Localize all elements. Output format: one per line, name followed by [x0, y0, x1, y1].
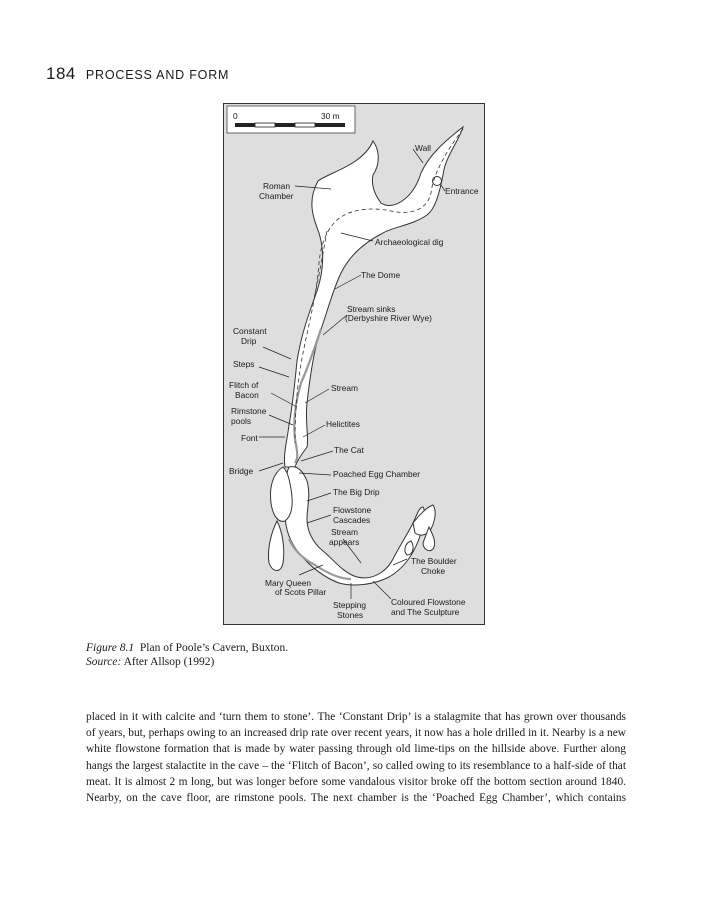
label-mary-2: of Scots Pillar: [275, 587, 327, 597]
label-coloured-2: and The Sculpture: [391, 607, 460, 617]
caption-source-label: Source:: [86, 656, 122, 668]
label-flowstone-1: Flowstone: [333, 505, 372, 515]
label-roman-chamber-2: Chamber: [259, 191, 294, 201]
label-stream-sinks-2: (Derbyshire River Wye): [345, 313, 432, 323]
label-archaeological-dig: Archaeological dig: [375, 237, 444, 247]
label-stream-appears-1: Stream: [331, 527, 358, 537]
label-poached-egg: Poached Egg Chamber: [333, 469, 421, 479]
label-stream-appears-2: appears: [329, 537, 360, 547]
label-flitch-1: Flitch of: [229, 380, 259, 390]
label-wall: Wall: [415, 143, 431, 153]
body-line: white flowstone formation that is made by water passing through old lime-tips on the hillside above. Further along: [86, 743, 626, 756]
label-coloured-1: Coloured Flowstone: [391, 597, 466, 607]
label-rimstone-2: pools: [231, 416, 252, 426]
body-line: of years, but, perhaps owing to an increased drip rate over recent years, it now has a hole drilled in it. Nearby is a new: [86, 727, 626, 740]
page-number: 184: [46, 64, 76, 83]
label-constant-drip-2: Drip: [241, 336, 257, 346]
label-the-cat: The Cat: [334, 445, 364, 455]
scale-bar: [227, 106, 355, 133]
label-mary-1: Mary Queen: [265, 578, 312, 588]
label-constant-drip-1: Constant: [233, 326, 267, 336]
caption-source-line: [86, 655, 288, 669]
body-line: meat. It is almost 2 m long, but was longer before some vandalous visitor broke off the bottom section around 1840.: [86, 775, 626, 788]
label-flowstone-2: Cascades: [333, 515, 371, 525]
figure-caption: [86, 641, 288, 669]
body-line: hangs the largest stalactite in the cave – the ‘Flitch of Bacon’, so called owing to its resemblance to a half-side of that: [86, 759, 626, 772]
chapter-title: PROCESS AND FORM: [85, 68, 230, 82]
body-paragraph: [86, 709, 626, 806]
body-line: Nearby, on the cave floor, are rimstone pools. The next chamber is the ‘Poached Egg Chamber’, which contains: [86, 792, 626, 805]
label-stream-sinks-1: Stream sinks: [347, 304, 396, 314]
label-rimstone-1: Rimstone: [231, 406, 267, 416]
label-boulder-2: Choke: [421, 566, 446, 576]
label-helictites: Helictites: [326, 419, 360, 429]
label-entrance: Entrance: [445, 186, 479, 196]
cave-plan-figure: [223, 103, 485, 625]
cave-plan-map: [223, 103, 485, 625]
scale-end: 30 m: [321, 111, 340, 121]
label-stepping-1: Stepping: [333, 600, 367, 610]
scale-start: 0: [233, 111, 238, 121]
caption-line: [86, 641, 288, 655]
label-font: Font: [241, 433, 258, 443]
label-the-dome: The Dome: [361, 270, 401, 280]
caption-figure-text: Plan of Poole’s Cavern, Buxton.: [139, 642, 289, 654]
label-boulder-1: The Boulder: [411, 556, 457, 566]
label-stepping-2: Stones: [337, 610, 364, 620]
running-head: [46, 64, 229, 84]
caption-source-text: After Allsop (1992): [123, 656, 215, 668]
body-line: placed in it with calcite and ‘turn them to stone’. The ‘Constant Drip’ is a stalagmite that has grown over thousands: [86, 711, 626, 723]
label-roman-chamber-1: Roman: [263, 181, 290, 191]
label-stream: Stream: [331, 383, 358, 393]
label-big-drip: The Big Drip: [333, 487, 380, 497]
label-steps: Steps: [233, 359, 255, 369]
caption-figure-label: Figure 8.1: [86, 642, 135, 654]
label-flitch-2: Bacon: [235, 390, 259, 400]
label-bridge: Bridge: [229, 466, 254, 476]
